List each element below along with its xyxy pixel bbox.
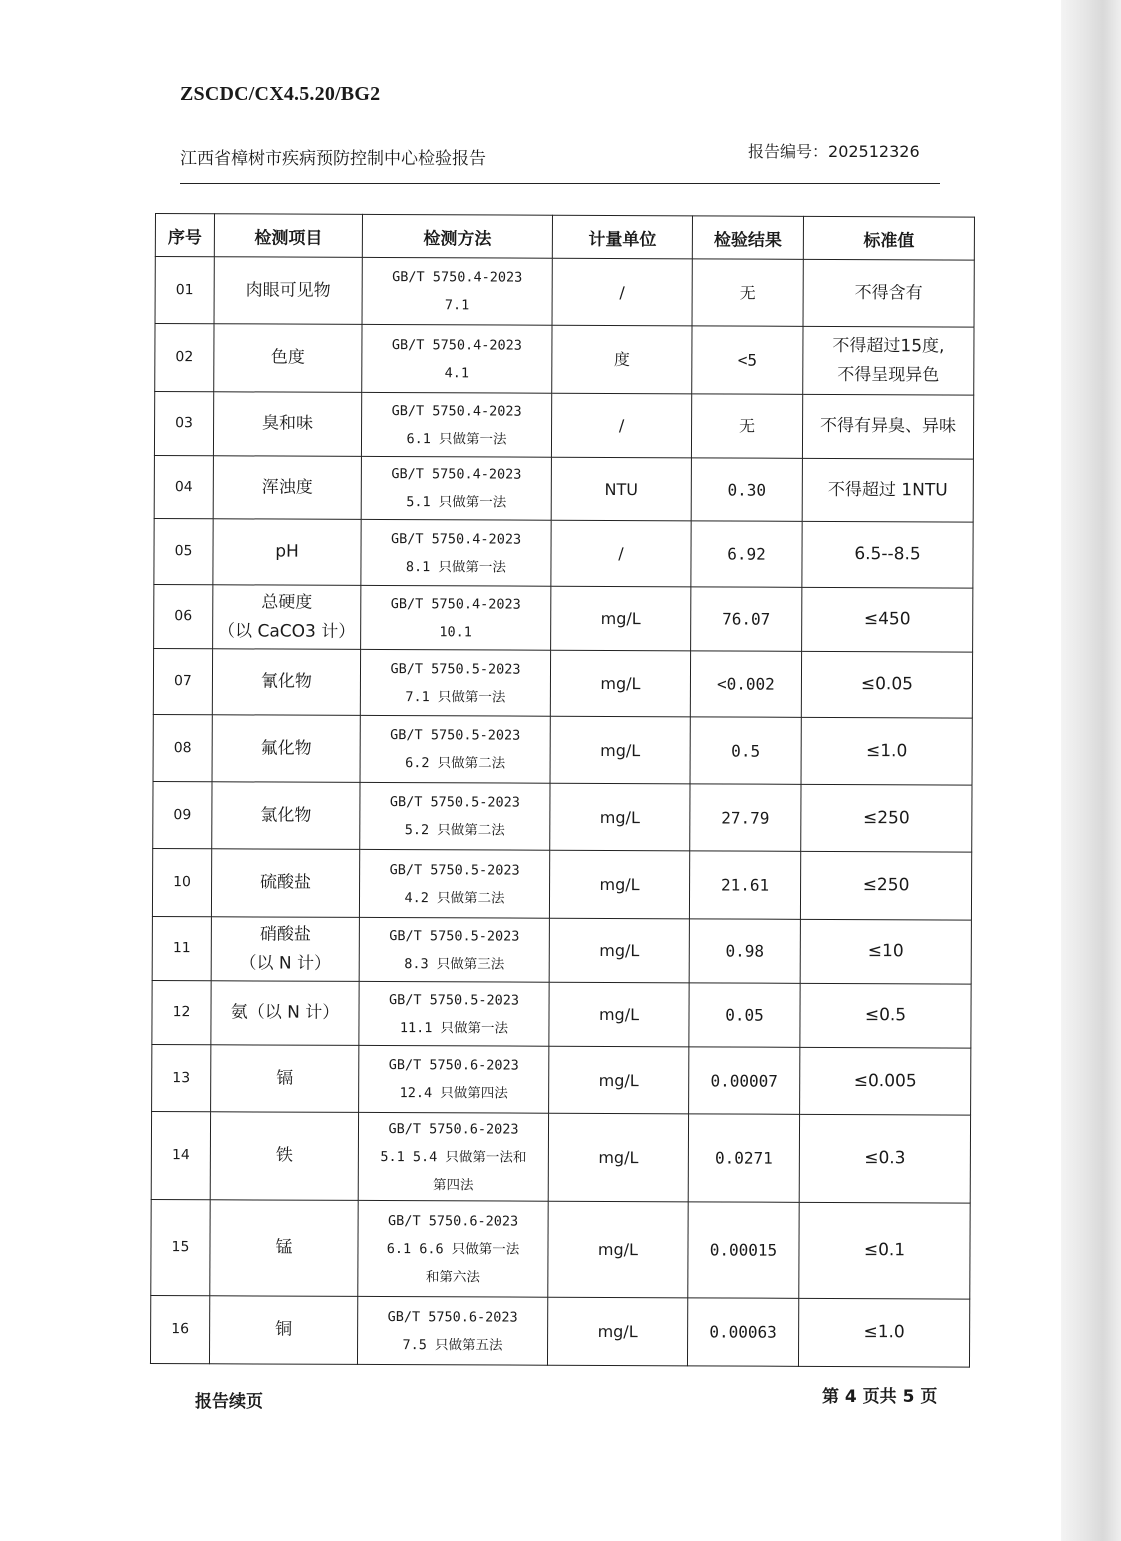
cell-unit: mg/L: [549, 1046, 689, 1114]
cell-no: 02: [155, 324, 214, 392]
cell-standard-line: 不得呈现异色: [837, 364, 940, 385]
cell-method-line: 5.1 只做第一法: [406, 494, 507, 511]
cell-result: 无: [691, 394, 802, 458]
cell-method: [359, 917, 549, 982]
cell-standard-line: ≤250: [862, 807, 910, 828]
table-row: [153, 648, 972, 718]
cell-standard: [799, 1202, 970, 1299]
cell-unit: /: [552, 258, 692, 326]
cell-result: 0.30: [691, 458, 802, 521]
cell-standard-line: ≤10: [867, 941, 904, 962]
cell-item-line: 铜: [275, 1319, 293, 1340]
table-row: [152, 1044, 971, 1115]
report-header-title: 江西省樟树市疾病预防控制中心检验报告: [180, 149, 486, 169]
cell-method: [360, 649, 550, 716]
cell-standard: [802, 521, 973, 588]
cell-result: 0.5: [690, 717, 801, 784]
cell-method: [361, 392, 551, 457]
cell-standard-line: 不得有异臭、异味: [820, 415, 957, 437]
cell-result: 6.92: [691, 521, 802, 587]
cell-standard: [800, 983, 971, 1048]
cell-standard: [799, 1114, 970, 1203]
cell-result: <0.002: [690, 651, 801, 717]
cell-item: [211, 1045, 359, 1113]
cell-item-line: 总硬度: [261, 591, 313, 613]
cell-standard: [802, 587, 973, 652]
cell-standard-line: 不得超过 1NTU: [827, 479, 948, 500]
table-row: [154, 455, 973, 522]
scan-shadow-edge: [1061, 0, 1121, 1541]
cell-unit: mg/L: [548, 1113, 688, 1202]
cell-unit: mg/L: [550, 716, 690, 784]
cell-method-line: 7.1: [444, 297, 470, 314]
cell-method-line: GB/T 5750.6-2023: [388, 1212, 519, 1230]
cell-result: <5: [692, 326, 803, 394]
cell-method: [359, 1045, 549, 1113]
cell-no: 09: [153, 781, 212, 848]
column-header-no: 序号: [155, 214, 214, 257]
cell-no: 08: [153, 714, 212, 781]
cell-item: [211, 849, 359, 918]
table-row: [154, 584, 973, 652]
cell-no: 11: [152, 916, 211, 980]
table-header-row: [155, 214, 974, 261]
table-row: [153, 781, 972, 852]
cell-method: [359, 849, 549, 918]
cell-standard: [800, 851, 971, 920]
cell-standard-line: 不得超过15度,: [832, 335, 945, 356]
cell-method: [358, 1200, 548, 1297]
cell-item-line: 氰化物: [260, 671, 313, 692]
cell-item: [211, 917, 359, 982]
cell-method-line: GB/T 5750.5-2023: [390, 660, 521, 678]
cell-item: [209, 1296, 357, 1365]
cell-unit: mg/L: [549, 982, 689, 1047]
cell-standard: [802, 394, 973, 459]
cell-method-line: 和第六法: [425, 1268, 480, 1285]
report-number: [748, 139, 920, 162]
cell-result: 0.00063: [687, 1298, 798, 1366]
cell-standard-line: 不得含有: [854, 282, 923, 303]
cell-result: 0.05: [689, 983, 800, 1047]
cell-item: [211, 981, 359, 1046]
cell-item: [213, 519, 361, 586]
column-header-unit: 计量单位: [552, 215, 692, 259]
cell-method-line: GB/T 5750.5-2023: [389, 927, 520, 945]
cell-no: 06: [154, 584, 213, 648]
cell-item-line: 镉: [276, 1068, 294, 1089]
cell-item-line: 浑浊度: [261, 476, 313, 498]
cell-unit: 度: [552, 325, 692, 394]
cell-method-line: 4.1: [444, 364, 470, 381]
table-row: [152, 848, 971, 920]
cell-standard-line: ≤0.5: [864, 1005, 907, 1026]
column-header-result: 检验结果: [692, 216, 803, 259]
cell-item-line: （以 CaCO3 计）: [218, 620, 356, 642]
cell-no: 12: [152, 980, 211, 1044]
cell-item-line: 臭和味: [262, 413, 314, 434]
cell-method: [360, 715, 550, 783]
cell-item: [213, 392, 361, 457]
column-header-standard: 标准值: [803, 216, 974, 260]
cell-standard: [801, 784, 972, 852]
cell-standard: [803, 259, 974, 327]
cell-no: 04: [154, 455, 213, 518]
table-row: [155, 324, 974, 396]
report-number-value: 202512326: [828, 142, 920, 161]
cell-method-line: 7.5 只做第五法: [402, 1336, 503, 1354]
cell-result: 27.79: [690, 784, 801, 851]
table-row: [151, 1199, 970, 1299]
cell-standard: [800, 919, 971, 984]
cell-method-line: GB/T 5750.4-2023: [391, 402, 522, 420]
cell-method: [359, 981, 549, 1046]
cell-method-line: 6.2 只做第二法: [405, 755, 506, 772]
column-header-method: 检测方法: [362, 214, 552, 258]
cell-method-line: GB/T 5750.4-2023: [392, 269, 523, 286]
cell-method-line: GB/T 5750.5-2023: [389, 794, 520, 811]
cell-result: 0.00015: [688, 1202, 799, 1298]
cell-method-line: 5.1 5.4 只做第一法和: [380, 1148, 527, 1166]
cell-item-line: 铁: [275, 1145, 293, 1166]
cell-no: 03: [154, 392, 213, 456]
cell-item: [210, 1112, 358, 1201]
cell-no: 14: [151, 1111, 210, 1199]
cell-result: 21.61: [689, 851, 800, 919]
cell-item-line: 氨（以 N 计）: [230, 1002, 340, 1023]
cell-unit: mg/L: [549, 850, 689, 919]
header-divider: [180, 183, 940, 184]
footer-page-number: 第 4 页共 5 页: [822, 1387, 938, 1407]
cell-standard-line: ≤1.0: [865, 740, 908, 761]
cell-unit: mg/L: [549, 918, 689, 983]
table-row: [155, 257, 974, 328]
cell-no: 13: [152, 1044, 211, 1111]
cell-method-line: GB/T 5750.6-2023: [387, 1308, 518, 1326]
table-row: [150, 1295, 969, 1367]
cell-item: [213, 585, 361, 650]
cell-method-line: GB/T 5750.5-2023: [389, 861, 520, 879]
cell-unit: /: [551, 520, 691, 587]
cell-item: [214, 324, 362, 393]
cell-method-line: GB/T 5750.4-2023: [391, 530, 522, 548]
cell-method-line: 4.2 只做第二法: [404, 889, 505, 907]
cell-method-line: 8.1 只做第一法: [405, 558, 506, 576]
table-row: [153, 714, 972, 785]
cell-standard-line: ≤0.1: [863, 1240, 906, 1261]
cell-method-line: GB/T 5750.5-2023: [389, 991, 520, 1009]
cell-item: [212, 782, 360, 850]
cell-unit: mg/L: [551, 586, 691, 651]
report-number-label: 报告编号：: [748, 142, 829, 161]
cell-method: [362, 257, 552, 325]
cell-item-line: pH: [275, 541, 299, 562]
table-row: [152, 980, 971, 1048]
cell-method: [361, 585, 551, 650]
cell-method: [360, 782, 550, 850]
cell-unit: mg/L: [550, 783, 690, 851]
cell-method-line: GB/T 5750.4-2023: [390, 595, 521, 613]
cell-method: [358, 1112, 548, 1201]
cell-result: 76.07: [691, 587, 802, 651]
cell-item: [212, 715, 360, 783]
footer-continuation-label: 报告续页: [195, 1392, 263, 1412]
cell-method-line: 5.2 只做第二法: [404, 822, 505, 839]
cell-standard-line: ≤250: [862, 875, 910, 896]
cell-no: 10: [152, 848, 211, 916]
cell-standard: [801, 717, 972, 785]
cell-standard-line: ≤1.0: [863, 1322, 905, 1343]
table-row: [152, 916, 971, 984]
cell-method-line: 10.1: [439, 623, 472, 640]
cell-item: [214, 257, 362, 325]
cell-standard-line: 6.5--8.5: [854, 544, 921, 565]
cell-method-line: 11.1 只做第一法: [399, 1019, 509, 1037]
cell-method-line: GB/T 5750.4-2023: [391, 336, 522, 354]
cell-method-line: 8.3 只做第三法: [404, 955, 505, 973]
cell-unit: mg/L: [550, 650, 690, 717]
cell-method-line: 第四法: [432, 1176, 474, 1193]
document-code: ZSCDC/CX4.5.20/BG2: [180, 83, 381, 105]
cell-method-line: 6.1 只做第一法: [406, 430, 507, 448]
cell-standard-line: ≤0.3: [864, 1148, 906, 1169]
cell-no: 15: [151, 1199, 210, 1295]
cell-standard: [802, 458, 973, 522]
cell-item-line: 氟化物: [260, 737, 312, 759]
cell-no: 05: [154, 518, 213, 584]
cell-method: [357, 1296, 547, 1365]
cell-item-line: 硝酸盐: [259, 923, 311, 945]
cell-no: 01: [155, 257, 214, 324]
cell-standard: [801, 651, 972, 718]
cell-unit: mg/L: [547, 1297, 687, 1366]
cell-method: [361, 456, 551, 520]
cell-result: 无: [692, 259, 803, 326]
cell-result: 0.98: [689, 919, 800, 983]
cell-item: [213, 456, 361, 520]
cell-item-line: 硫酸盐: [260, 872, 312, 893]
cell-method-line: 7.1 只做第一法: [405, 688, 506, 706]
cell-standard-line: ≤450: [863, 609, 911, 630]
test-results-table: [150, 213, 975, 1368]
cell-method-line: GB/T 5750.6-2023: [388, 1057, 519, 1074]
cell-standard: [800, 1047, 971, 1115]
cell-no: 16: [150, 1295, 209, 1363]
cell-standard-line: ≤0.005: [853, 1070, 917, 1091]
cell-unit: NTU: [551, 457, 691, 521]
table-row: [154, 392, 973, 460]
cell-result: 0.0271: [688, 1114, 799, 1202]
cell-method-line: GB/T 5750.4-2023: [391, 466, 522, 483]
cell-item-line: （以 N 计）: [239, 952, 332, 974]
cell-item-line: 色度: [270, 347, 305, 368]
cell-no: 07: [153, 648, 212, 714]
cell-standard: [803, 326, 974, 395]
cell-item: [210, 1200, 358, 1297]
cell-item: [212, 649, 360, 716]
table-row: [154, 518, 973, 588]
column-header-item: 检测项目: [214, 214, 362, 258]
cell-method-line: 6.1 6.6 只做第一法: [386, 1240, 520, 1258]
cell-method: [361, 519, 551, 586]
cell-unit: mg/L: [548, 1201, 688, 1298]
cell-method-line: GB/T 5750.6-2023: [388, 1120, 519, 1138]
cell-method-line: GB/T 5750.5-2023: [390, 727, 521, 744]
cell-method: [362, 324, 552, 393]
cell-item-line: 氯化物: [260, 804, 312, 826]
table-row: [151, 1111, 970, 1203]
cell-standard-line: ≤0.05: [860, 674, 914, 695]
cell-standard: [798, 1298, 969, 1367]
cell-item-line: 肉眼可见物: [245, 279, 331, 301]
cell-method-line: 12.4 只做第四法: [399, 1085, 508, 1102]
cell-item-line: 锰: [275, 1237, 293, 1258]
cell-unit: /: [551, 393, 691, 458]
cell-result: 0.00007: [689, 1047, 800, 1114]
